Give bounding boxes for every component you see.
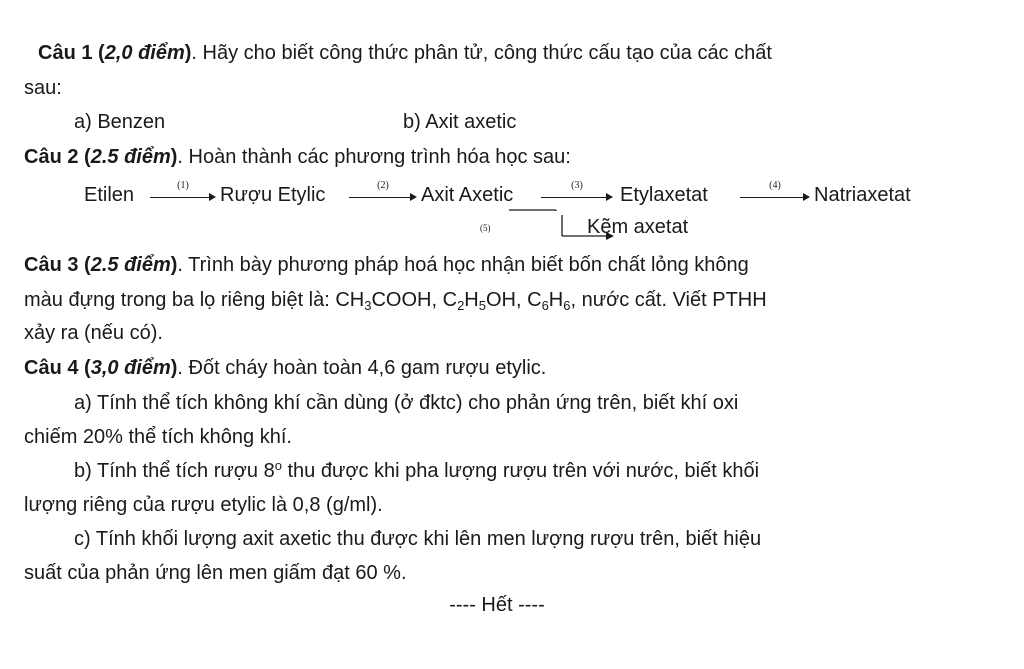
q1-line1: Câu 1 (2,0 điểm). Hãy cho biết công thức phân tử, công thức cấu tạo của các chất: [38, 42, 772, 64]
node-ruou-etylic: Rượu Etylic: [220, 184, 326, 206]
q1-option-a: a) Benzen: [74, 111, 166, 133]
node-axit-axetic: Axit Axetic: [421, 184, 514, 206]
q3-line1: Câu 3 (2.5 điểm). Trình bày phương pháp hoá học nhận biết bốn chất lỏng không: [24, 254, 749, 276]
q4-line1: Câu 4 (3,0 điểm). Đốt cháy hoàn toàn 4,6 gam rượu etylic.: [24, 357, 547, 379]
node-kem-axetat: Kẽm axetat: [587, 216, 689, 238]
node-natriaxetat: Natriaxetat: [814, 184, 911, 206]
step-label-5: (5): [480, 223, 491, 233]
q1-points: 2,0 điểm: [104, 42, 185, 64]
q4-a-line2: chiếm 20% thể tích không khí.: [24, 426, 292, 448]
q2-label: Câu 2: [24, 146, 79, 168]
node-etilen: Etilen: [84, 184, 135, 206]
q1-label: Câu 1: [38, 42, 93, 64]
q4-points: 3,0 điểm: [90, 357, 171, 379]
step-label-4: (4): [769, 180, 781, 191]
q1-text: . Hãy cho biết công thức phân tử, công thức cấu tạo của các chất: [191, 42, 772, 64]
q3-line2: màu đựng trong ba lọ riêng biệt là: $CH_3COOH$, $C_2H_5OH$, $C_6H_6$, nước cất. Viết PTHH: [24, 289, 767, 313]
q4-label: Câu 4: [24, 357, 79, 379]
q3-label: Câu 3: [24, 254, 79, 276]
q4-c-line2: suất của phản ứng lên men giấm đạt 60 %.: [24, 562, 407, 584]
q4-a-line1: a) Tính thể tích không khí cần dùng (ở đktc) cho phản ứng trên, biết khí oxi: [74, 392, 739, 414]
node-etylaxetat: Etylaxetat: [620, 184, 708, 206]
q1-line2: sau:: [24, 77, 62, 99]
footer-line: [0, 592, 1024, 618]
step-label-1: (1): [177, 180, 189, 191]
q2-points: 2.5 điểm: [90, 146, 171, 168]
q4-c-line1: c) Tính khối lượng axit axetic thu được khi lên men lượng rượu trên, biết hiệu: [74, 528, 762, 550]
q4-b-line2: lượng riêng của rượu etylic là 0,8 (g/ml).: [24, 494, 383, 516]
step-label-2: (2): [377, 180, 389, 191]
arrow-4: [740, 181, 810, 209]
q3-points: 2.5 điểm: [90, 254, 171, 276]
arrow-1: [150, 181, 216, 209]
q1-option-b: b) Axit axetic: [403, 111, 517, 133]
arrow-2: [349, 181, 417, 209]
q2-line1: Câu 2 (2.5 điểm). Hoàn thành các phương trình hóa học sau:: [24, 146, 571, 168]
q4-text: . Đốt cháy hoàn toàn 4,6 gam rượu etylic.: [177, 357, 547, 379]
q4-b-line1: b) Tính thể tích rượu 8$^o$ thu được khi pha lượng rượu trên với nước, biết khối: [74, 458, 760, 482]
q3-line3: xảy ra (nếu có).: [24, 322, 163, 344]
q2-text: . Hoàn thành các phương trình hóa học sau:: [177, 146, 571, 168]
footer-end-mark: ---- Hết ----: [449, 594, 545, 616]
q3-text: . Trình bày phương pháp hoá học nhận biết bốn chất lỏng không: [177, 254, 749, 276]
step-label-3: (3): [571, 180, 583, 191]
